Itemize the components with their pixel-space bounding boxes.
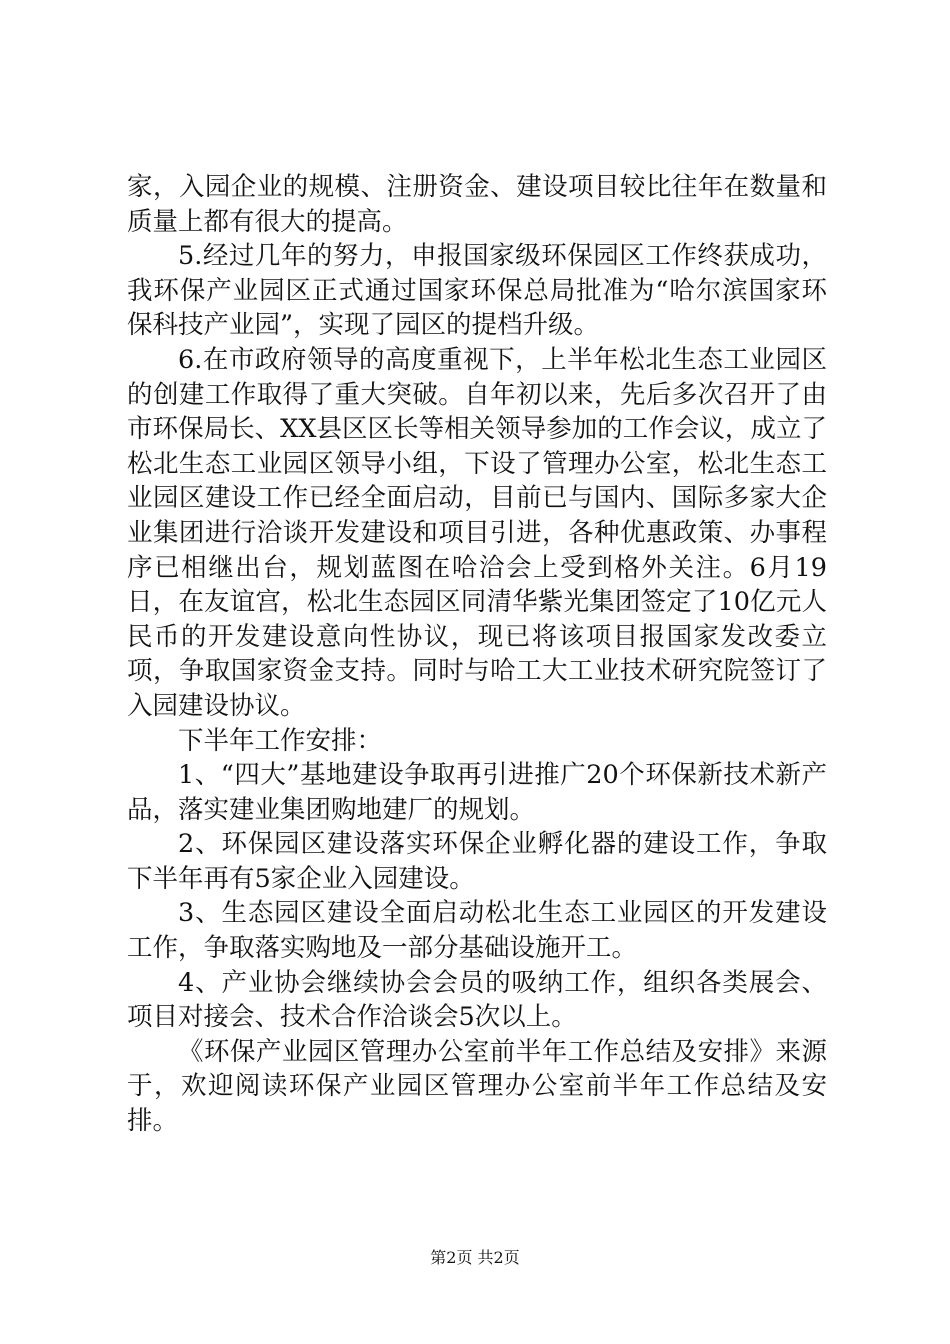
plan-item-4: 4、产业协会继续协会会员的吸纳工作，组织各类展会、项目对接会、技术合作洽谈会5次以上。 <box>127 967 827 1033</box>
section-heading-plan: 下半年工作安排： <box>178 725 383 756</box>
plan-item-2: 2、环保园区建设落实环保企业孵化器的建设工作，争取下半年再有5家企业入园建设。 <box>127 829 827 894</box>
page-number: 第2页 共2页 <box>430 1248 520 1267</box>
plan-item-1: 1、“四大”基地建设争取再引进推广20个环保新技术新产品，落实建业集团购地建厂的规划。 <box>127 760 827 825</box>
document-body <box>127 170 827 1139</box>
page-footer <box>0 1248 950 1268</box>
paragraph-item-5: 5.经过几年的努力，申报国家级环保园区工作终获成功，我环保产业园区正式通过国家环保总局批准为“哈尔滨国家环保科技产业园”，实现了园区的提档升级。 <box>127 241 827 341</box>
plan-item-3: 3、生态园区建设全面启动松北生态工业园区的开发建设工作，争取落实购地及一部分基础设施开工。 <box>127 898 827 964</box>
source-note: 《环保产业园区管理办公室前半年工作总结及安排》来源于，欢迎阅读环保产业园区管理办公室前半年工作总结及安排。 <box>127 1036 827 1137</box>
paragraph-item-6: 6.在市政府领导的高度重视下，上半年松北生态工业园区的创建工作取得了重大突破。自年初以来，先后多次召开了由市环保局长、XX县区区长等相关领导参加的工作会议，成立了松北生态工业园区领导小组，下设了管理办公室，松北生态工业园区建设工作已经全面启动，目前已与国内、国际多家大企业集团进行洽谈开发建设和项目引进，各种优惠政策、办事程序已相继出台，规划蓝图在哈洽会上受到格外关注。6月19日，在友谊宫，松北生态园区同清华紫光集团签定了10亿元人民币的开发建设意向性协议，现已将该项目报国家发改委立项，争取国家资金支持。同时与哈工大工业技术研究院签订了入园建设协议。 <box>127 344 827 721</box>
paragraph-continuation: 家，入园企业的规模、注册资金、建设项目较比往年在数量和质量上都有很大的提高。 <box>127 172 827 237</box>
